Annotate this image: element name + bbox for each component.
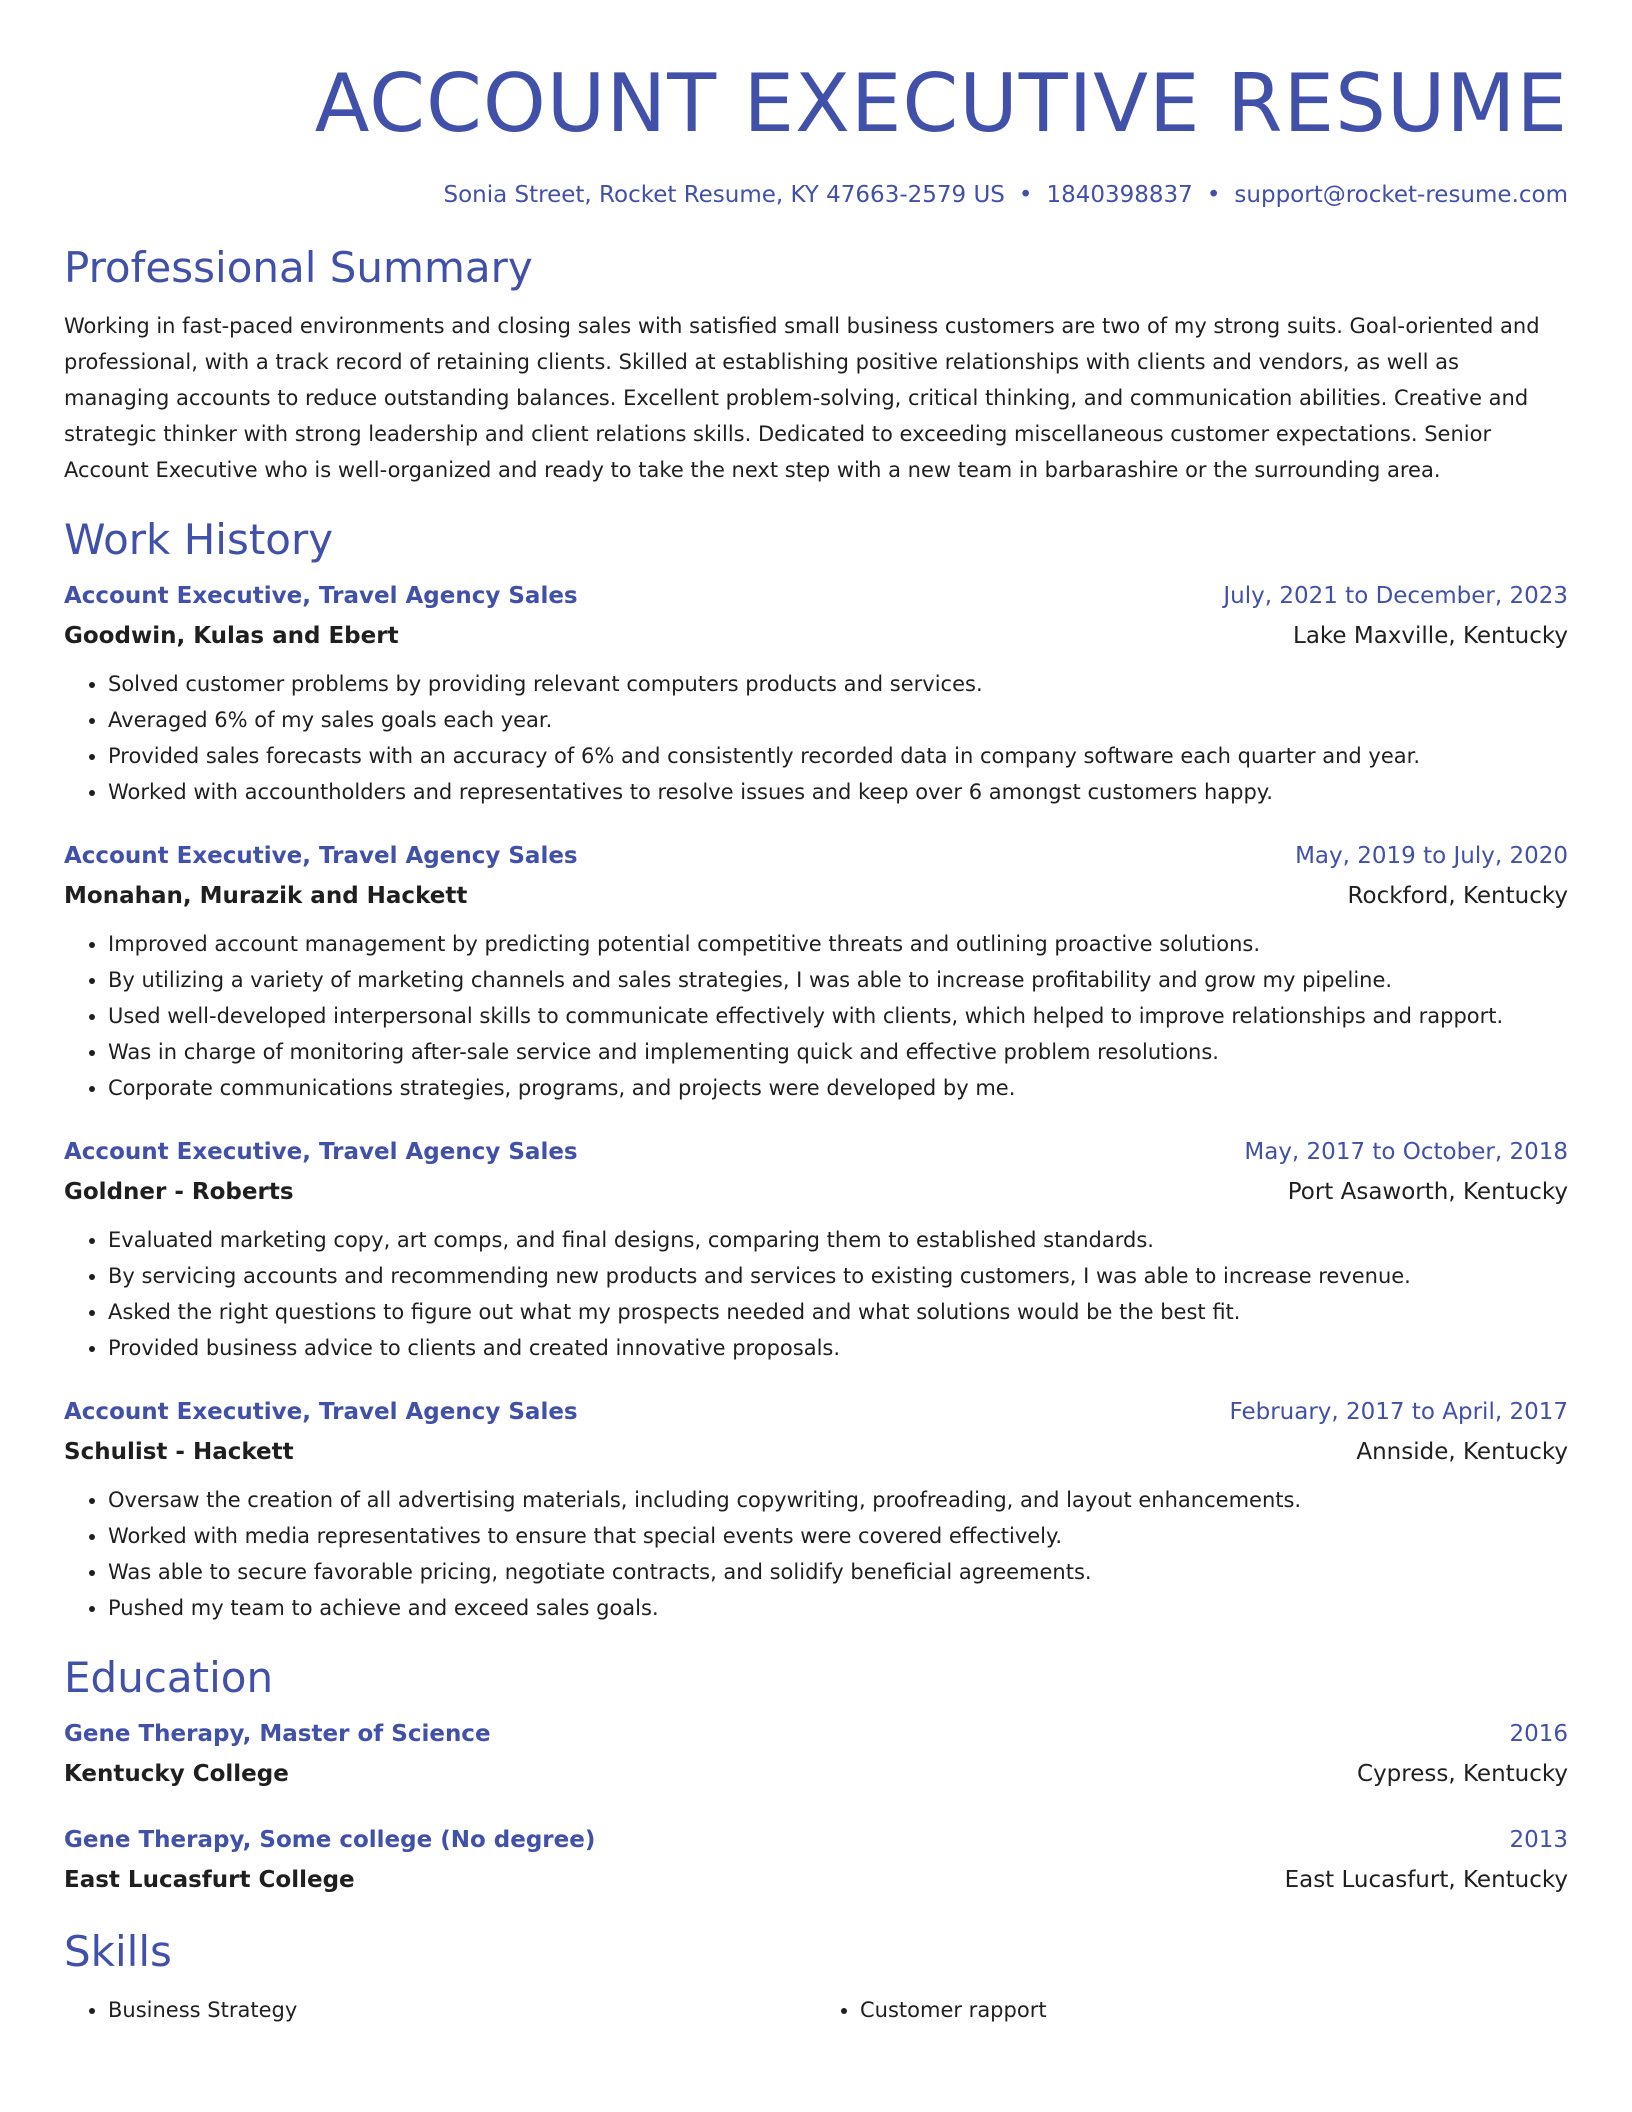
education-year: 2013 (1509, 1827, 1568, 1853)
contact-address: Sonia Street, Rocket Resume, KY 47663-2579 US (443, 182, 1005, 208)
job-company: Schulist - Hackett (64, 1439, 294, 1465)
skill-item: • Customer rapport (860, 1992, 1568, 2028)
job-location: Port Asaworth, Kentucky (1287, 1179, 1568, 1205)
job-title: Account Executive, Travel Agency Sales (64, 1399, 578, 1425)
job-bullet: • Provided business advice to clients and created innovative proposals. (108, 1330, 1568, 1366)
job-bullet: • By servicing accounts and recommending new products and services to existing customers, I was able to increase revenue. (108, 1258, 1568, 1294)
job-bullet: • Solved customer problems by providing relevant computers products and services. (108, 666, 1568, 702)
job-bullet: • By utilizing a variety of marketing channels and sales strategies, I was able to increase profitability and grow my pipeline. (108, 962, 1568, 998)
job-entry (64, 580, 1568, 810)
education-degree: Gene Therapy, Some college (No degree) (64, 1827, 596, 1853)
job-bullet: • Was in charge of monitoring after-sale service and implementing quick and effective problem resolutions. (108, 1034, 1568, 1070)
education-entry (64, 1718, 1568, 1790)
education-heading: Education (64, 1653, 274, 1702)
job-entry (64, 840, 1568, 1106)
job-bullet: • Evaluated marketing copy, art comps, and final designs, comparing them to established standards. (108, 1222, 1568, 1258)
contact-line (64, 180, 1568, 210)
skills-heading: Skills (64, 1927, 172, 1976)
education-location: Cypress, Kentucky (1357, 1761, 1568, 1787)
job-bullet: • Asked the right questions to figure out what my prospects needed and what solutions would be the best fit. (108, 1294, 1568, 1330)
job-bullet: • Worked with media representatives to ensure that special events were covered effectively. (108, 1518, 1568, 1554)
job-entry (64, 1396, 1568, 1626)
job-title: Account Executive, Travel Agency Sales (64, 583, 578, 609)
job-company: Goodwin, Kulas and Ebert (64, 623, 399, 649)
job-bullet: • Provided sales forecasts with an accuracy of 6% and consistently recorded data in company software each quarter and year. (108, 738, 1568, 774)
job-title: Account Executive, Travel Agency Sales (64, 843, 578, 869)
job-dates: July, 2021 to December, 2023 (1223, 583, 1568, 609)
job-bullets (64, 666, 1568, 810)
job-bullet: • Averaged 6% of my sales goals each year. (108, 702, 1568, 738)
job-dates: February, 2017 to April, 2017 (1229, 1399, 1568, 1425)
job-bullet: • Pushed my team to achieve and exceed sales goals. (108, 1590, 1568, 1626)
skill-item: • Business Strategy (108, 1992, 816, 2028)
contact-separator: • (1206, 182, 1221, 208)
education-location: East Lucasfurt, Kentucky (1284, 1867, 1568, 1893)
education-entry (64, 1824, 1568, 1896)
job-company: Monahan, Murazik and Hackett (64, 883, 468, 909)
job-bullet: • Worked with accountholders and representatives to resolve issues and keep over 6 amongst customers happy. (108, 774, 1568, 810)
job-bullet: • Was able to secure favorable pricing, negotiate contracts, and solidify beneficial agreements. (108, 1554, 1568, 1590)
job-bullet: • Improved account management by predicting potential competitive threats and outlining proactive solutions. (108, 926, 1568, 962)
summary-heading: Professional Summary (64, 243, 533, 292)
skills-column-left (64, 1992, 816, 2028)
job-location: Rockford, Kentucky (1347, 883, 1568, 909)
contact-separator: • (1018, 182, 1033, 208)
summary-text: Working in fast-paced environments and closing sales with satisfied small business customers are two of my strong suits. Goal-oriented and professional, with a track record of retaining clients. Skilled at establishing positive relationships with clients and vendors, as well as managing accounts to reduce outstanding balances. Excellent problem-solving, critical thinking, and communication abilities. Creative and strategic thinker with strong leadership and client relations skills. Dedicated to exceeding miscellaneous customer expectations. Senior Account Executive who is well-organized and ready to take the next step with a new team in barbarashire or the surrounding area. (64, 314, 1540, 482)
job-title: Account Executive, Travel Agency Sales (64, 1139, 578, 1165)
job-company: Goldner - Roberts (64, 1179, 294, 1205)
job-location: Annside, Kentucky (1356, 1439, 1568, 1465)
job-dates: May, 2019 to July, 2020 (1295, 843, 1568, 869)
job-bullet: • Oversaw the creation of all advertising materials, including copywriting, proofreading, and layout enhancements. (108, 1482, 1568, 1518)
contact-email[interactable]: support@rocket-resume.com (1234, 182, 1568, 208)
resume-page (64, 56, 1568, 2028)
education-school: East Lucasfurt College (64, 1867, 355, 1893)
education-degree: Gene Therapy, Master of Science (64, 1721, 491, 1747)
education-year: 2016 (1509, 1721, 1568, 1747)
job-entry (64, 1136, 1568, 1366)
job-bullet: • Used well-developed interpersonal skills to communicate effectively with clients, which helped to improve relationships and rapport. (108, 998, 1568, 1034)
skills-column-right (816, 1992, 1568, 2028)
education-school: Kentucky College (64, 1761, 289, 1787)
job-dates: May, 2017 to October, 2018 (1244, 1139, 1568, 1165)
work-history-heading: Work History (64, 515, 334, 564)
job-location: Lake Maxville, Kentucky (1293, 623, 1568, 649)
resume-title: ACCOUNT EXECUTIVE RESUME (314, 57, 1568, 150)
job-bullet: • Corporate communications strategies, programs, and projects were developed by me. (108, 1070, 1568, 1106)
job-bullets (64, 1482, 1568, 1626)
job-bullets (64, 1222, 1568, 1366)
contact-phone: 1840398837 (1046, 182, 1193, 208)
job-bullets (64, 926, 1568, 1106)
skills-list (64, 1992, 1568, 2028)
